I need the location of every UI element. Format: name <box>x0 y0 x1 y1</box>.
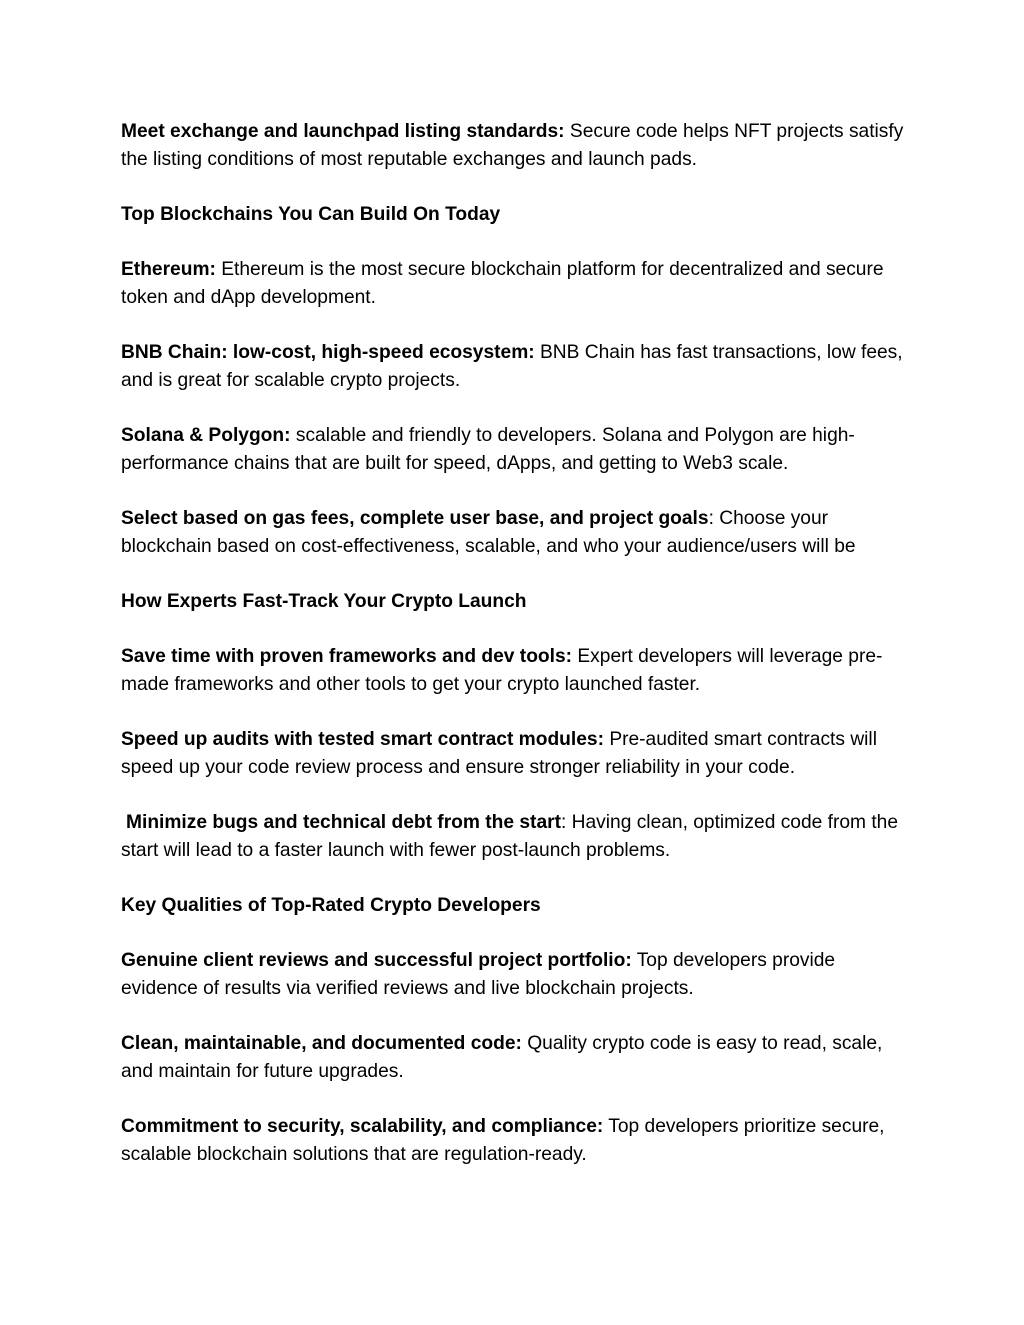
paragraph-select-blockchain <box>121 505 911 561</box>
paragraph-separator: : <box>560 812 572 833</box>
paragraph-body: Pre-audited smart contracts will speed up your code review process and ensure stronger reliability in your code. <box>121 729 877 778</box>
paragraph-minimize-bugs <box>121 809 911 865</box>
paragraph-clean-code <box>121 1030 911 1086</box>
paragraph-lead: BNB Chain: low-cost, high-speed ecosystem: <box>121 342 535 363</box>
paragraph-lead: Solana & Polygon: <box>121 425 291 446</box>
paragraph-body: Having clean, optimized code from the start will lead to a faster launch with fewer post-launch problems. <box>121 812 899 861</box>
document-page <box>121 118 911 1196</box>
section-heading-fast-track: How Experts Fast-Track Your Crypto Launch <box>121 591 527 612</box>
paragraph-lead: Speed up audits with tested smart contract modules: <box>121 729 604 750</box>
paragraph-lead: Select based on gas fees, complete user base, and project goals <box>121 508 709 529</box>
paragraph-save-time <box>121 643 911 699</box>
paragraph-lead: Meet exchange and launchpad listing standards: <box>121 121 565 142</box>
paragraph-client-reviews <box>121 947 911 1003</box>
paragraph-body: scalable and friendly to developers. Solana and Polygon are high-performance chains that are built for speed, dApps, and getting to Web3 scale. <box>121 425 855 474</box>
paragraph-solana-polygon <box>121 422 911 478</box>
section-heading-key-qualities: Key Qualities of Top-Rated Crypto Developers <box>121 895 541 916</box>
paragraph-listing-standards <box>121 118 911 174</box>
section-heading-top-blockchains: Top Blockchains You Can Build On Today <box>121 204 501 225</box>
paragraph-body: Top developers provide evidence of results via verified reviews and live blockchain projects. <box>121 950 836 999</box>
paragraph-lead: Genuine client reviews and successful project portfolio: <box>121 950 632 971</box>
paragraph-lead: Save time with proven frameworks and dev tools: <box>121 646 573 667</box>
paragraph-ethereum <box>121 256 911 312</box>
paragraph-security-commitment <box>121 1113 911 1169</box>
paragraph-body: Expert developers will leverage pre-made frameworks and other tools to get your crypto launched faster. <box>121 646 883 695</box>
paragraph-lead: Commitment to security, scalability, and compliance: <box>121 1116 604 1137</box>
paragraph-lead: Minimize bugs and technical debt from the start <box>126 812 561 833</box>
paragraph-body: Secure code helps NFT projects satisfy the listing conditions of most reputable exchanges and launch pads. <box>121 121 904 170</box>
paragraph-lead: Clean, maintainable, and documented code: <box>121 1033 522 1054</box>
paragraph-body: Choose your blockchain based on cost-effectiveness, scalable, and who your audience/users will be <box>121 508 856 557</box>
paragraph-speed-up-audits <box>121 726 911 782</box>
paragraph-body: Top developers prioritize secure, scalable blockchain solutions that are regulation-ready. <box>121 1116 885 1165</box>
paragraph-lead: Ethereum: <box>121 259 216 280</box>
paragraph-body: Quality crypto code is easy to read, scale, and maintain for future upgrades. <box>121 1033 883 1082</box>
paragraph-body: BNB Chain has fast transactions, low fees, and is great for scalable crypto projects. <box>121 342 903 391</box>
paragraph-body: Ethereum is the most secure blockchain platform for decentralized and secure token and dApp development. <box>121 259 884 308</box>
paragraph-bnb-chain <box>121 339 911 395</box>
paragraph-separator: : <box>708 508 720 529</box>
